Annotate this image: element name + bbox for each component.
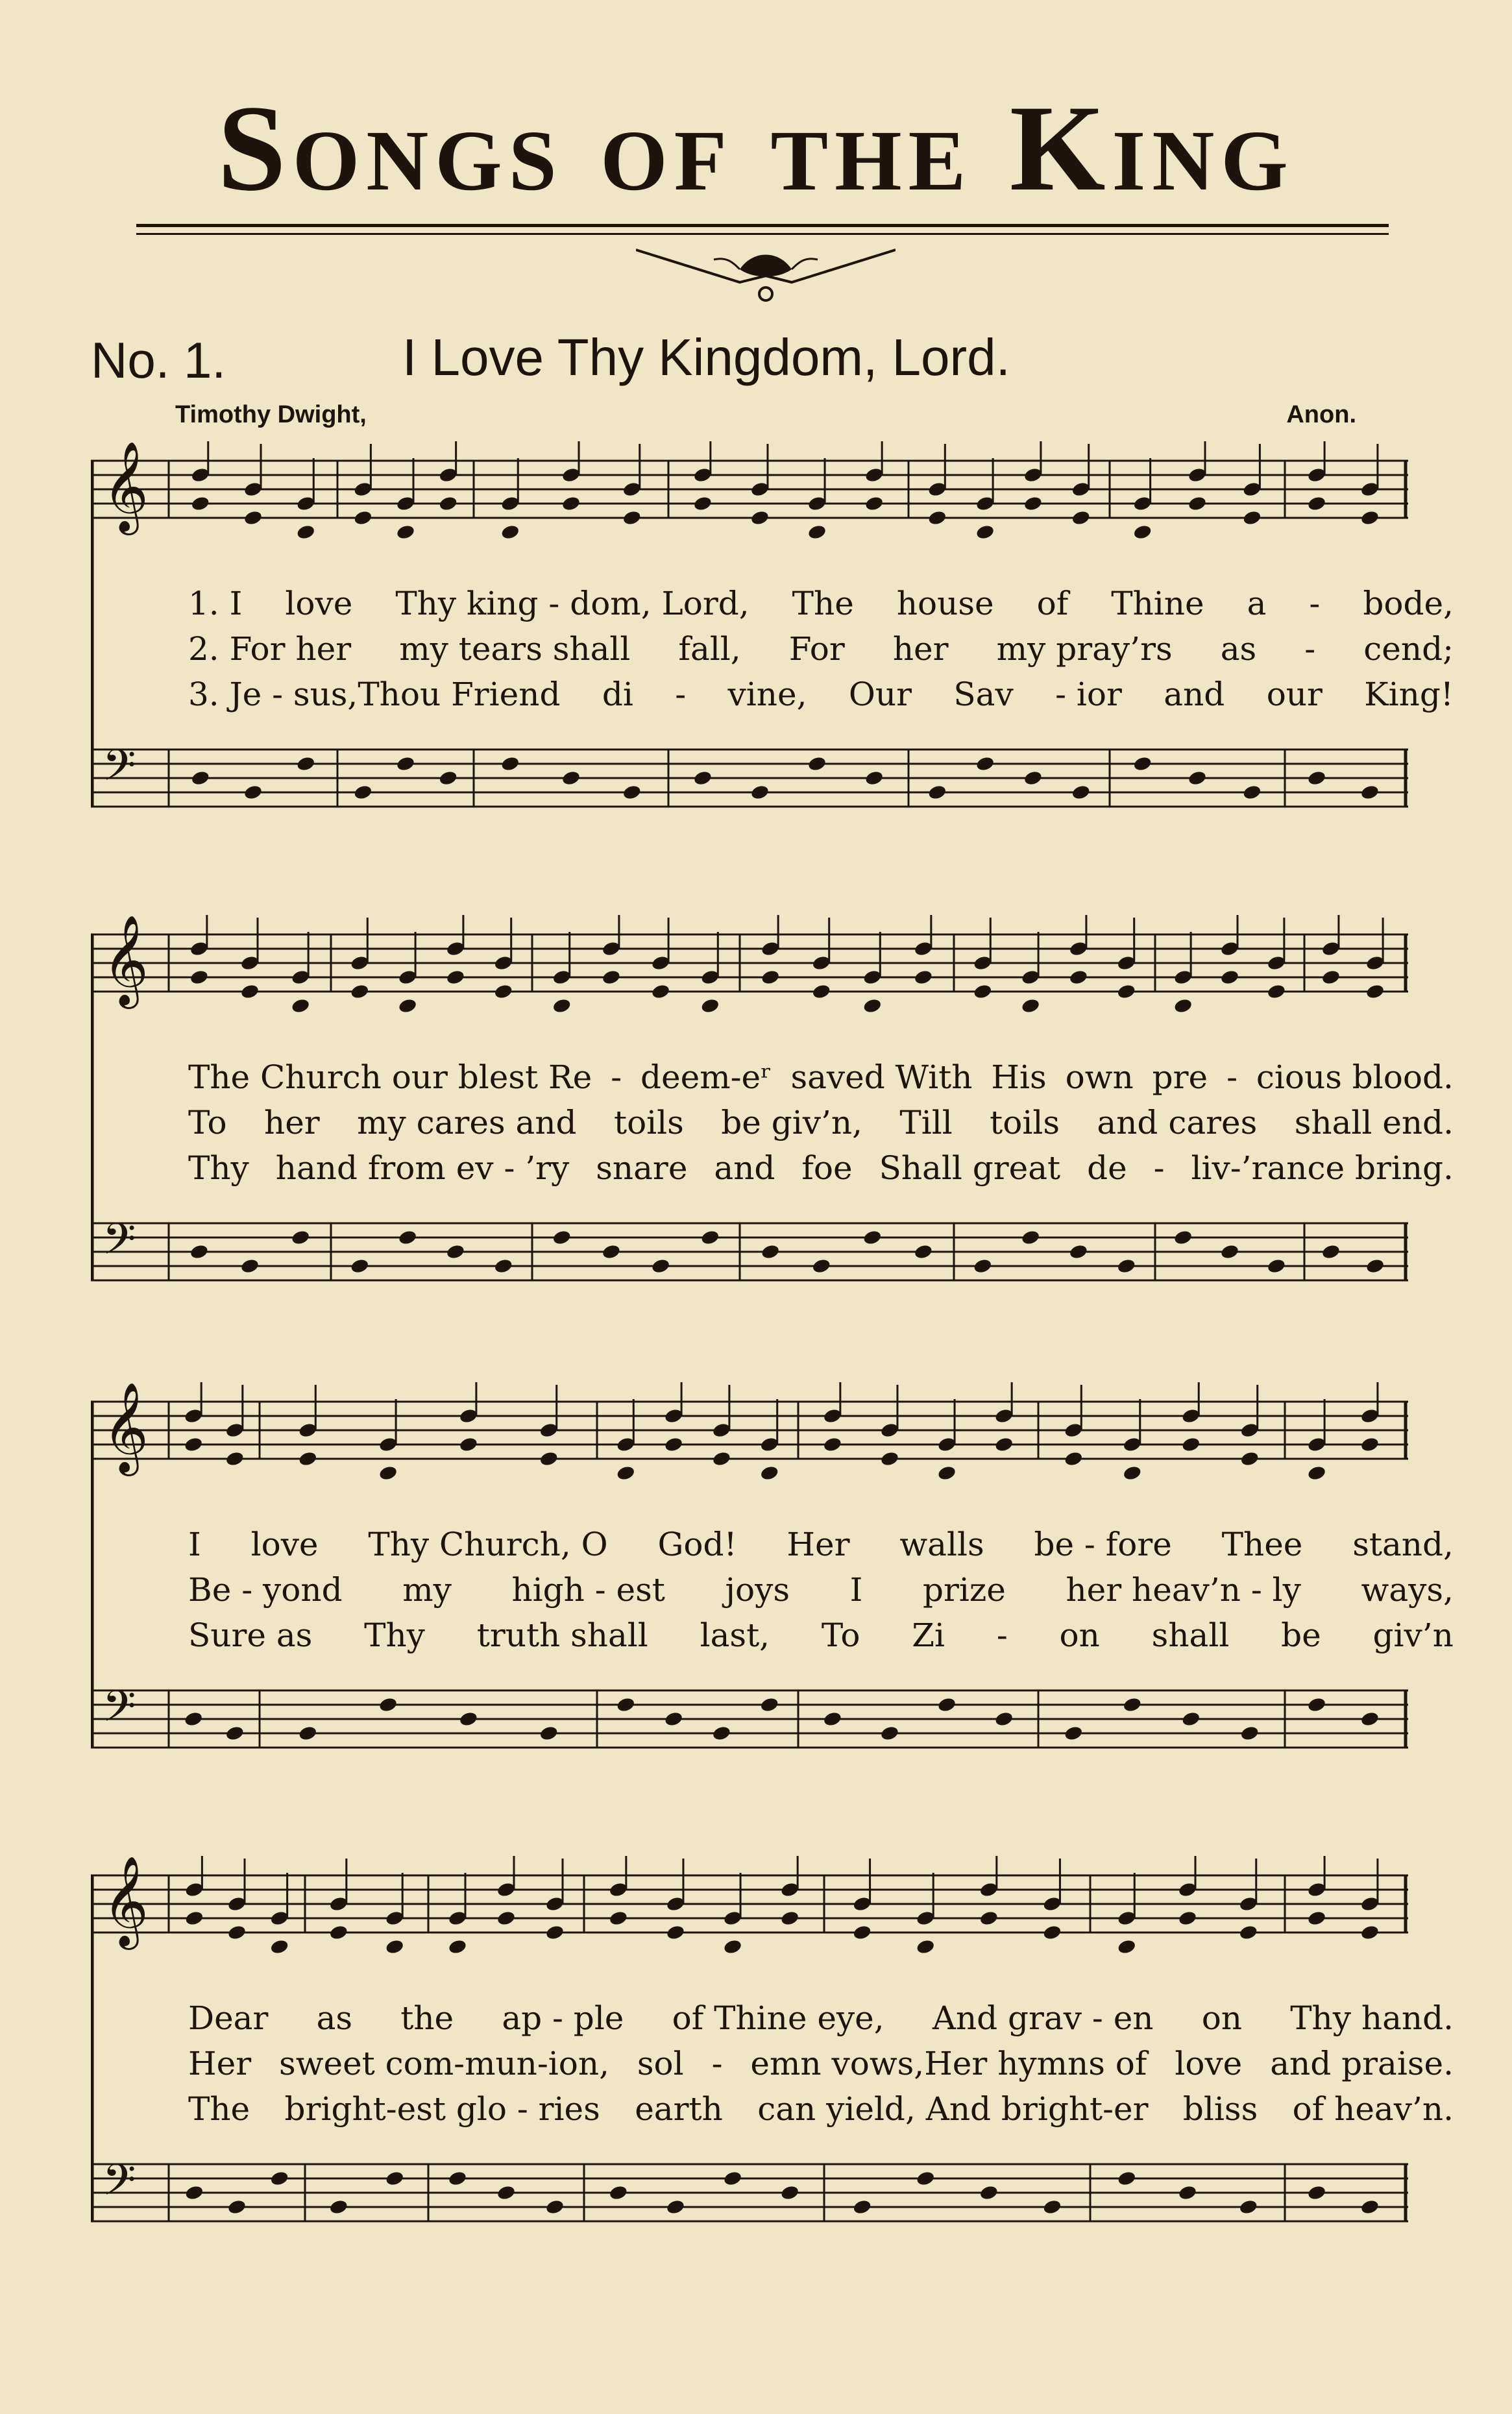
svg-text:𝄢: 𝄢 [103,740,136,801]
lyric-syllable: and [714,1149,775,1187]
lyric-line [188,1613,1454,1658]
lyric-line [188,2041,1454,2086]
lyric-syllable: For [788,630,845,668]
lyric-syllable: 3. Je - sus,Thou Friend [188,676,561,713]
lyrics-block [188,1055,1454,1191]
lyric-syllable: cious blood. [1256,1058,1454,1096]
svg-text:𝄢: 𝄢 [103,1681,136,1742]
lyric-syllable: cend; [1363,630,1454,668]
lyric-syllable: Be - yond [188,1571,343,1609]
lyric-syllable: To [821,1616,860,1654]
lyric-syllable: of heav’n. [1292,2090,1454,2128]
music-system [91,915,1454,1330]
lyric-syllable: as [1220,630,1257,668]
hymn-number: No. 1. [91,332,226,389]
lyric-syllable: saved With [790,1058,973,1096]
lyric-syllable: ways, [1361,1571,1454,1609]
lyrics-block [188,1995,1454,2132]
lyric-syllable: - [611,1058,622,1096]
music-system [91,1382,1454,1798]
lyric-line [188,1522,1454,1567]
lyric-syllable: be [1281,1616,1321,1654]
lyric-syllable: and praise. [1270,2045,1454,2082]
lyric-line [188,1995,1454,2041]
lyric-syllable: her [892,630,949,668]
lyric-syllable: Sav [953,676,1014,713]
lyric-syllable: truth shall [476,1616,648,1654]
svg-text:𝄞: 𝄞 [103,441,149,531]
lyric-syllable: our [1266,676,1323,713]
lyric-syllable: Sure as [188,1616,313,1654]
lyric-syllable: Thy Church, O [368,1526,608,1563]
lyric-syllable: snare [596,1149,688,1187]
lyrics-block [188,581,1454,717]
svg-text:𝄞: 𝄞 [103,915,149,1005]
lyric-syllable: shall end. [1294,1104,1454,1141]
lyric-syllable: toils [990,1104,1060,1141]
lyric-syllable: stand, [1352,1526,1454,1563]
hymn-author: Timothy Dwight, [175,401,367,428]
lyric-syllable: Her [786,1526,850,1563]
lyric-syllable: own [1065,1058,1134,1096]
hymn-composer: Anon. [1286,401,1356,428]
lyric-syllable: sol [637,2045,684,2082]
lyric-syllable: God! [657,1526,737,1563]
lyric-syllable: walls [899,1526,984,1563]
lyric-line [188,1567,1454,1613]
lyric-syllable: hand from ev - ’ry [275,1149,570,1187]
title-rule [136,224,1389,308]
lyric-syllable: high - est [511,1571,665,1609]
lyric-syllable: And grav - en [932,1999,1154,2037]
lyric-syllable: - [675,676,687,713]
lyric-syllable: Dear [188,1999,269,2037]
lyric-syllable: her [264,1104,320,1141]
lyric-syllable: King! [1364,676,1454,713]
lyric-syllable: my tears shall [399,630,631,668]
lyric-syllable: Zi [912,1616,945,1654]
lyric-syllable: foe [801,1149,853,1187]
lyric-syllable: giv’n [1372,1616,1454,1654]
music-system [91,441,1454,857]
lyric-line [188,2086,1454,2132]
lyric-syllable: The [792,585,854,622]
lyric-syllable: bliss [1182,2090,1258,2128]
lyric-syllable: her heav’n - ly [1066,1571,1301,1609]
lyric-syllable: - [996,1616,1008,1654]
lyric-syllable: emn vows,Her hymns of [750,2045,1147,2082]
svg-text:𝄢: 𝄢 [103,1214,136,1274]
lyric-syllable: Thy hand. [1290,1999,1454,2037]
lyric-syllable: The Church our blest Re [188,1058,592,1096]
lyric-syllable: Her [188,2045,252,2082]
rule-thick [136,224,1389,227]
lyric-syllable: earth [635,2090,723,2128]
music-system [91,1856,1454,2271]
lyric-syllable: - [1153,1149,1165,1187]
lyric-syllable: deem-eʳ [640,1058,772,1096]
lyric-line [188,626,1454,672]
lyric-syllable: vine, [727,676,807,713]
lyric-syllable: love [250,1526,319,1563]
lyric-syllable: I [188,1526,201,1563]
lyric-syllable: house [896,585,994,622]
lyric-line [188,1100,1454,1145]
lyric-syllable: as [316,1999,353,2037]
lyric-syllable: liv-’rance bring. [1191,1149,1454,1187]
lyric-syllable: Thee [1221,1526,1303,1563]
lyric-syllable: - [1309,585,1321,622]
lyric-syllable: the [400,1999,454,2037]
ornament-icon [636,243,896,308]
lyric-syllable: my cares and [357,1104,577,1141]
lyric-syllable: His [991,1058,1047,1096]
lyric-syllable: di [602,676,633,713]
lyric-syllable: joys [725,1571,790,1609]
lyric-syllable: I [849,1571,863,1609]
lyric-syllable: on [1201,1999,1242,2037]
lyric-syllable: on [1059,1616,1100,1654]
lyric-line [188,672,1454,717]
lyric-syllable: The [188,2090,250,2128]
lyric-syllable: my pray’rs [996,630,1173,668]
lyric-syllable: 1. I [188,585,243,622]
lyric-syllable: a [1247,585,1267,622]
lyric-syllable: - [711,2045,723,2082]
book-title: Songs of the King [217,80,1295,217]
lyric-syllable: bode, [1363,585,1454,622]
lyric-syllable: can yield, And bright-er [757,2090,1149,2128]
lyric-syllable: toils [613,1104,684,1141]
lyric-syllable: prize [923,1571,1006,1609]
lyric-line [188,1055,1454,1100]
lyric-syllable: love [1175,2045,1243,2082]
lyric-syllable: love [285,585,353,622]
lyric-syllable: my [402,1571,452,1609]
lyric-syllable: of [1036,585,1069,622]
rule-thin [136,233,1389,235]
lyric-syllable: and cares [1097,1104,1258,1141]
lyric-syllable: Shall great [879,1149,1061,1187]
lyric-syllable: Thy king - dom, Lord, [395,585,750,622]
lyric-line [188,581,1454,626]
lyric-syllable: - [1304,630,1316,668]
lyric-syllable: Thine [1111,585,1204,622]
hymn-title: I Love Thy Kingdom, Lord. [402,328,1010,386]
lyric-syllable: de [1087,1149,1127,1187]
svg-text:𝄞: 𝄞 [103,1382,149,1472]
lyric-syllable: Till [899,1104,953,1141]
svg-text:𝄞: 𝄞 [103,1856,149,1946]
lyric-syllable: Thy [188,1149,249,1187]
lyric-syllable: To [188,1104,227,1141]
lyric-syllable: pre [1152,1058,1208,1096]
lyric-syllable: - ior [1055,676,1122,713]
lyric-syllable: fall, [678,630,741,668]
svg-text:𝄢: 𝄢 [103,2155,136,2215]
lyric-syllable: 2. For her [188,630,352,668]
lyrics-block [188,1522,1454,1658]
lyric-syllable: of Thine eye, [672,1999,884,2037]
lyric-syllable: shall [1151,1616,1230,1654]
lyric-syllable: and [1164,676,1225,713]
lyric-syllable: sweet com-mun-ion, [279,2045,609,2082]
lyric-syllable: ap - ple [502,1999,624,2037]
lyric-syllable: last, [700,1616,770,1654]
lyric-syllable: Our [848,676,912,713]
lyric-syllable: be - fore [1034,1526,1172,1563]
lyric-line [188,1145,1454,1191]
lyric-syllable: bright-est glo - ries [284,2090,600,2128]
lyric-syllable: be giv’n, [721,1104,862,1141]
lyric-syllable: Thy [364,1616,425,1654]
lyric-syllable: - [1226,1058,1238,1096]
